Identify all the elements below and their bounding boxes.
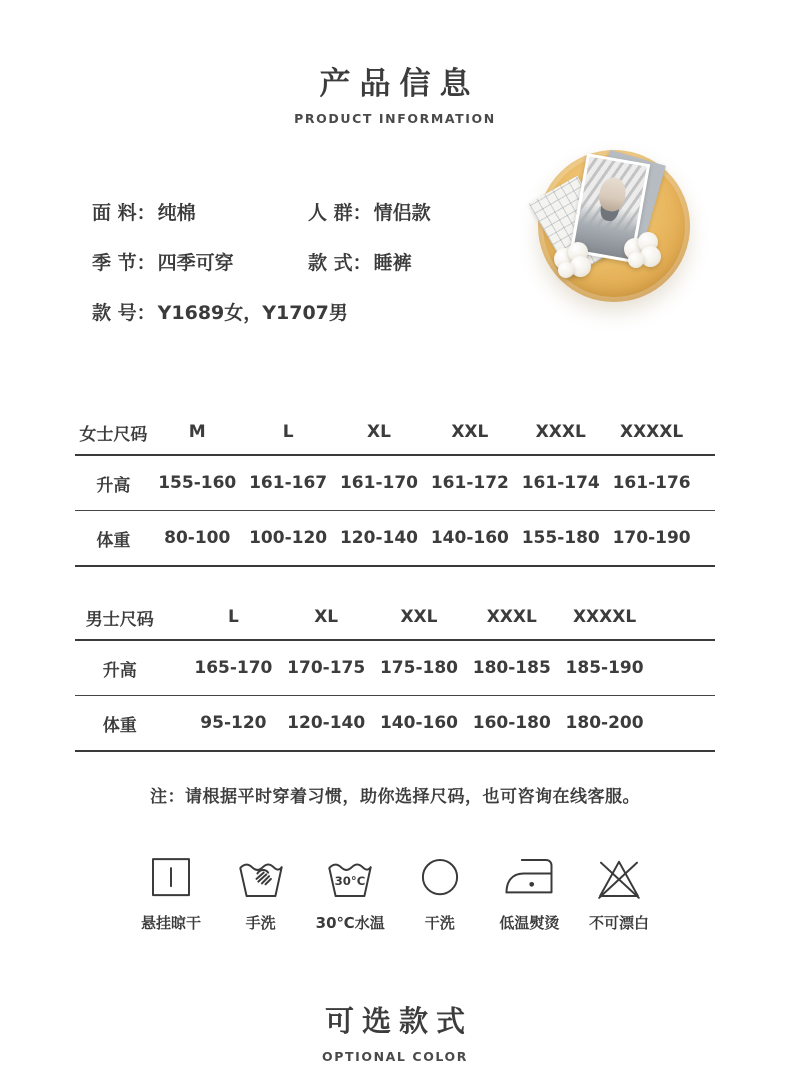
care-label: 手洗 [245,914,276,932]
season-value: 四季可穿 [157,252,234,274]
group-label: 人 群： [308,202,372,224]
cell: 180-185 [472,658,551,678]
table-rule [75,750,715,752]
men-weight-row [75,696,715,750]
attribute-season [92,248,308,275]
size-xxl: XXL [451,422,489,442]
care-item-no-bleach [578,851,660,933]
cell: 160-180 [472,713,551,733]
cell: 120-140 [339,528,418,548]
care-item-hang-dry [130,851,212,933]
men-table-header [75,595,715,639]
table-rule [75,565,715,567]
size-xxxl: XXXL [486,607,537,627]
men-height-row [75,641,715,695]
care-label: 悬挂晾干 [140,914,201,932]
size-xxl: XXL [400,607,438,627]
season-label: 季 节： [92,252,156,274]
cell: 140-160 [379,713,458,733]
cell: 155-160 [158,473,237,493]
care-label: 30℃水温 [315,914,385,932]
row-label: 体重 [102,715,137,736]
size-xl: XL [314,607,339,627]
cell: 161-170 [339,473,418,493]
cell: 180-200 [565,713,644,733]
model-value: Y1689女，Y1707男 [157,302,348,324]
cell: 80-100 [164,528,231,548]
row-label: 升高 [96,475,131,496]
attribute-style [308,248,568,275]
water-30c-icon [323,851,377,905]
page-subtitle: PRODUCT INFORMATION [294,111,496,126]
size-xxxl: XXXL [535,422,586,442]
row-label: 体重 [96,530,131,551]
cell: 175-180 [379,658,458,678]
fabric-value: 纯棉 [157,202,196,224]
hand-wash-icon [234,851,288,905]
row-label: 升高 [102,660,137,681]
cell: 185-190 [565,658,644,678]
cell: 161-174 [521,473,600,493]
page-title: 产品信息 [319,66,480,102]
group-value: 情侣款 [373,202,431,224]
men-size-table [75,595,715,752]
cell: 170-175 [287,658,366,678]
low-iron-icon [502,851,556,905]
care-item-water-30c [309,851,391,933]
optional-color-title: 可选款式 [324,1004,473,1038]
care-item-hand-wash [220,851,302,933]
women-table-header [75,410,715,454]
cell: 170-190 [612,528,691,548]
care-label: 不可漂白 [588,914,649,932]
size-m: M [188,422,206,442]
style-label: 款 式： [308,252,372,274]
care-item-dry-clean [399,851,481,933]
cell: 120-140 [287,713,366,733]
women-height-row [75,456,715,510]
size-xxxxl: XXXXL [619,422,684,442]
care-label: 低温熨烫 [499,914,560,932]
attribute-fabric [92,198,308,225]
cell: 161-172 [430,473,509,493]
size-l: L [227,607,239,627]
page-header [0,0,790,126]
fabric-label: 面 料： [92,202,156,224]
attribute-model [92,298,568,325]
size-xxxxl: XXXXL [572,607,637,627]
men-size-col-label: 男士尺码 [85,609,154,630]
svg-text:30°C: 30°C [334,874,366,889]
product-photo [538,150,690,302]
optional-color-header [0,999,790,1064]
women-weight-row [75,511,715,565]
hang-dry-icon [144,851,198,905]
dry-clean-icon [413,851,467,905]
care-instructions [130,851,660,933]
model-label: 款 号： [92,302,156,324]
cell: 100-120 [249,528,328,548]
size-note: 注：请根据平时穿着习惯，助你选择尺码，也可咨询在线客服。 [150,787,640,807]
care-item-low-iron [488,851,570,933]
no-bleach-icon [592,851,646,905]
cell: 95-120 [200,713,267,733]
cell: 140-160 [430,528,509,548]
women-size-col-label: 女士尺码 [79,424,148,445]
size-l: L [282,422,294,442]
product-info-section [92,198,790,348]
size-xl: XL [367,422,391,442]
cell: 165-170 [194,658,273,678]
style-value: 睡裤 [373,252,412,274]
care-label: 干洗 [424,914,455,932]
optional-color-subtitle: OPTIONAL COLOR [321,1049,468,1064]
cell: 161-176 [612,473,691,493]
cell: 161-167 [249,473,328,493]
cell: 155-180 [521,528,600,548]
women-size-table [75,410,715,567]
